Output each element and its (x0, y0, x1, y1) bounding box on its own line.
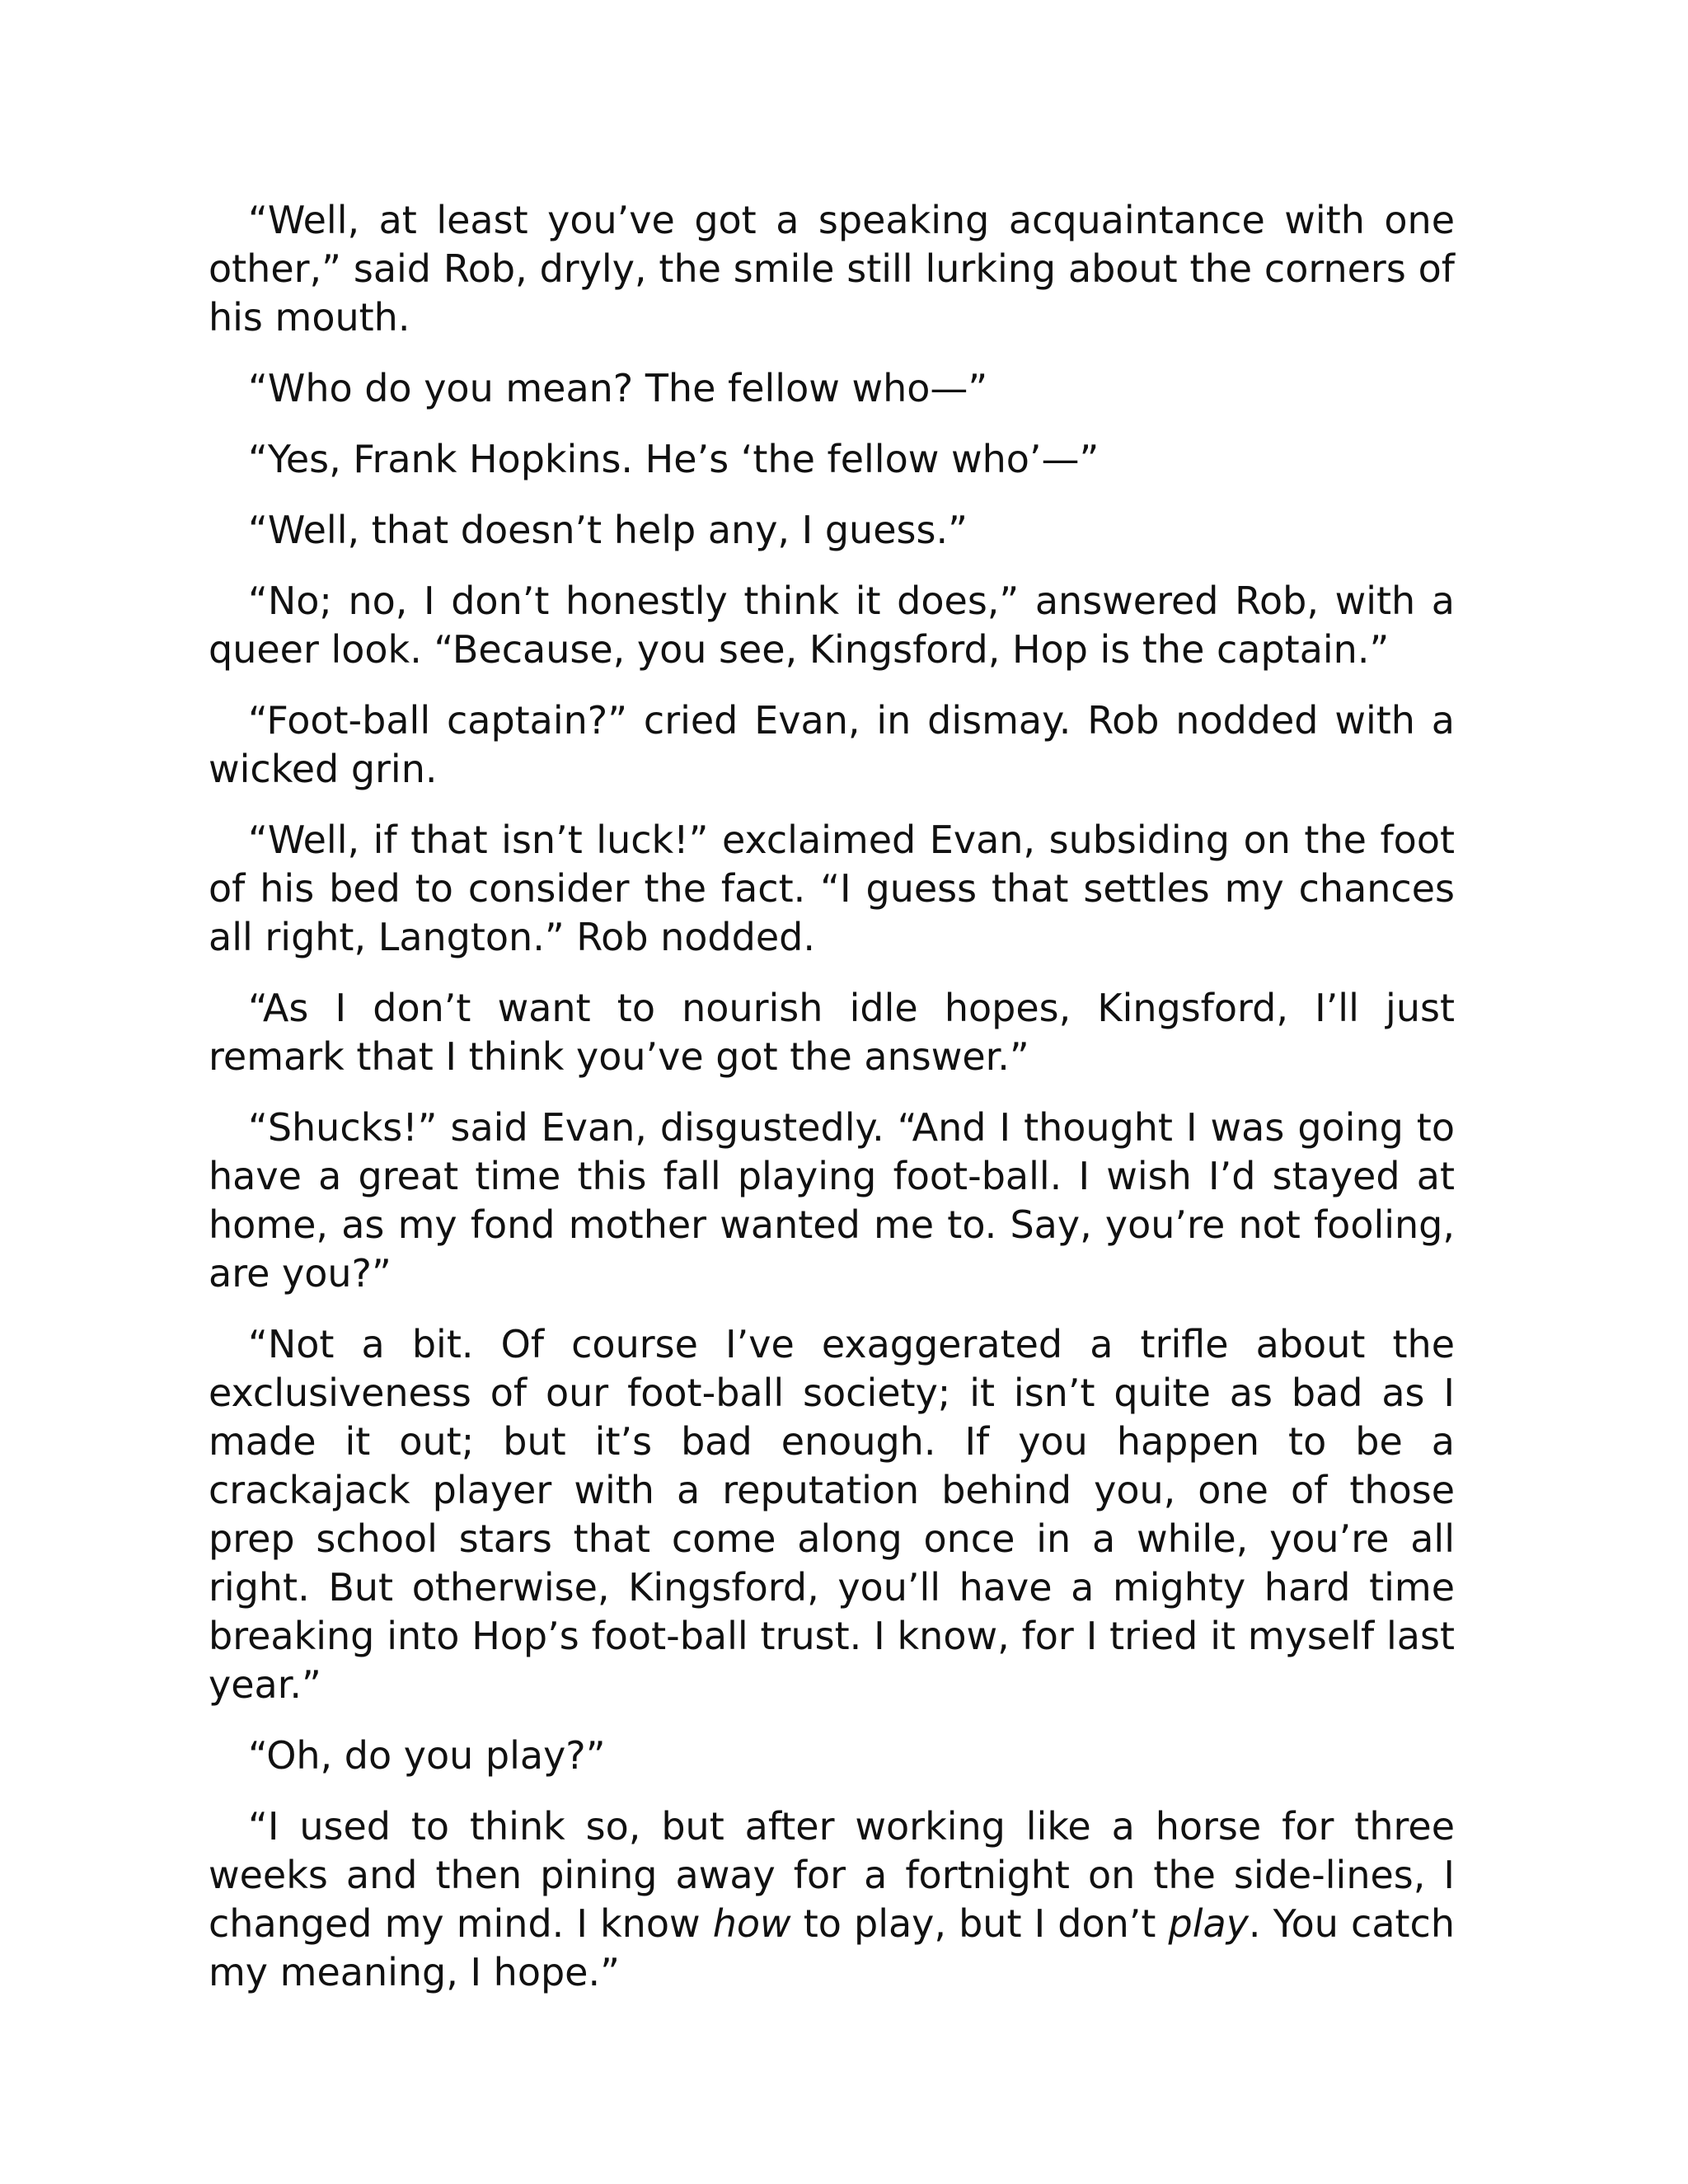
book-page (209, 196, 1455, 2019)
paragraph: “Shucks!” said Evan, disgustedly. “And I thought I was going to have a great time this fall playing foot-ball. I wish I’d stayed at home, as my fond mother wanted me to. Say, you’re not fooling, are you?” (209, 1105, 1455, 1296)
paragraph: “Well, that doesn’t help any, I guess.” (248, 508, 968, 552)
paragraph: “As I don’t want to nourish idle hopes, Kingsford, I’ll just remark that I think you’ve got the answer.” (209, 986, 1455, 1079)
paragraph: “Well, if that isn’t luck!” exclaimed Evan, subsiding on the foot of his bed to consider the fact. “I guess that settles my chances all right, Langton.” Rob nodded. (209, 818, 1455, 959)
paragraph: “Foot-ball captain?” cried Evan, in dismay. Rob nodded with a wicked grin. (209, 698, 1455, 791)
paragraph: “I used to think so, but after working like a horse for three weeks and then pining away for a fortnight on the side-lines, I changed my mind. I know how to play, but I don’t play. You catch my meaning, I hope.” (209, 1804, 1455, 1994)
emphasis-play: play (1168, 1901, 1249, 1946)
paragraph: “Who do you mean? The fellow who—” (248, 366, 988, 410)
paragraph: “Well, at least you’ve got a speaking acquaintance with one other,” said Rob, dryly, the smile still lurking about the corners of his mouth. (209, 198, 1455, 340)
paragraph: “Oh, do you play?” (248, 1733, 606, 1778)
paragraph: “Not a bit. Of course I’ve exaggerated a trifle about the exclusiveness of our foot-ball society; it isn’t quite as bad as I made it out; but it’s bad enough. If you happen to be a crackajack player with a reputation behind you, one of those prep school stars that come along once in a while, you’re all right. But otherwise, Kingsford, you’ll have a mighty hard time breaking into Hop’s foot-ball trust. I know, for I tried it myself last year.” (209, 1322, 1455, 1707)
paragraph: “No; no, I don’t honestly think it does,” answered Rob, with a queer look. “Because, you see, Kingsford, Hop is the captain.” (209, 579, 1455, 672)
paragraph: “Yes, Frank Hopkins. He’s ‘the fellow who’—” (248, 437, 1100, 481)
emphasis-how: how (712, 1901, 791, 1946)
